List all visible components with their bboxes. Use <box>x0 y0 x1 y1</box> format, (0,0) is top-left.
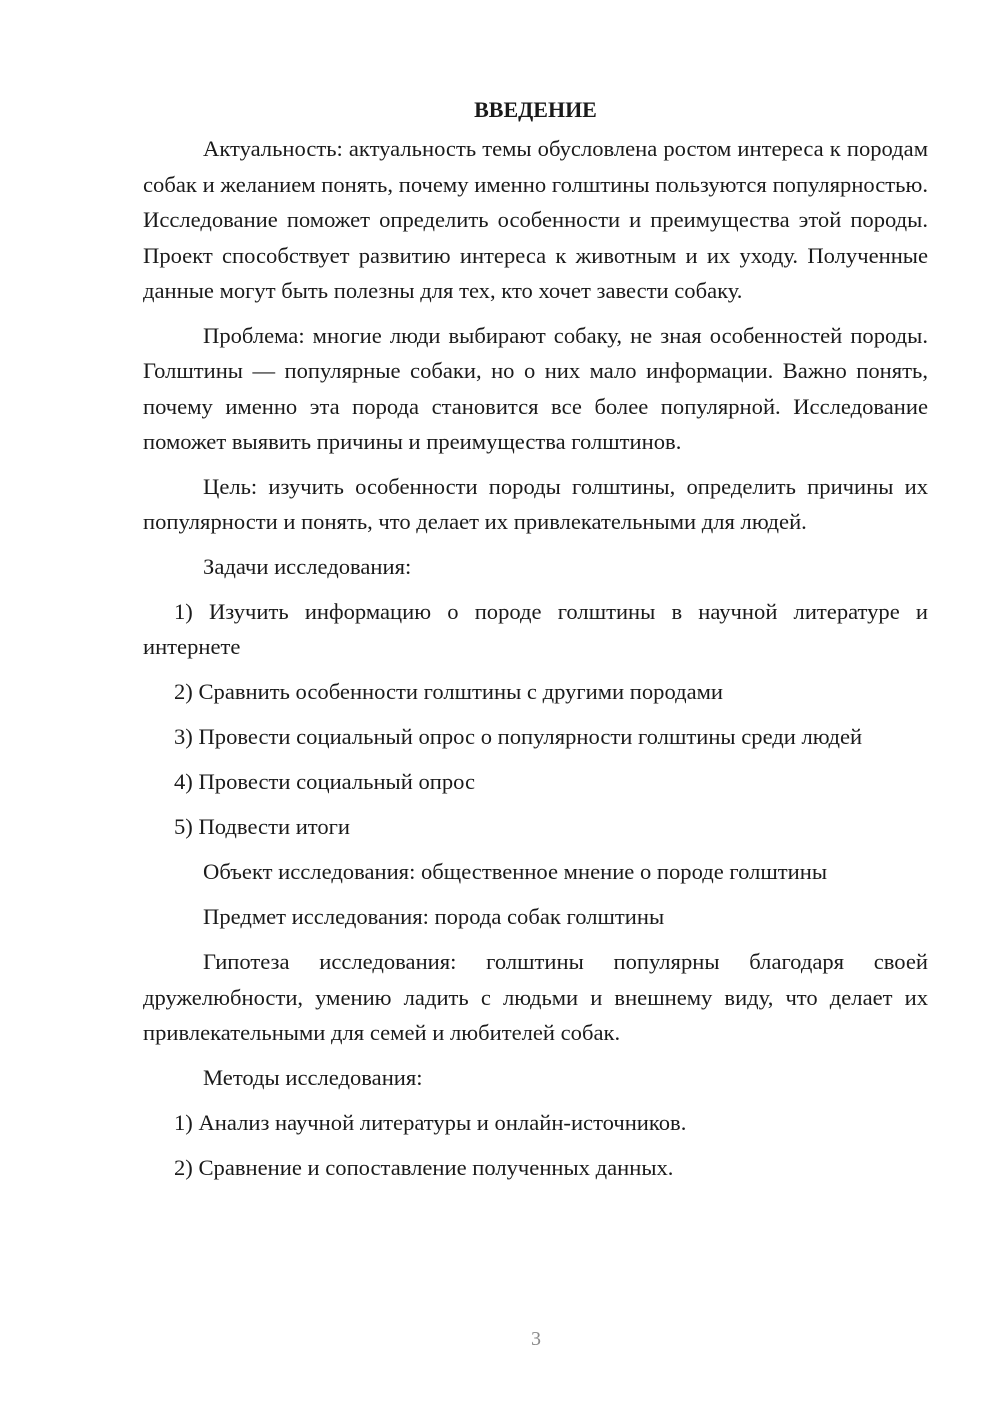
research-object: Объект исследования: общественное мнение о породе голштины <box>203 859 828 884</box>
task-item-3: 3) Провести социальный опрос о популярности голштины среди людей <box>174 724 863 749</box>
page-number: 3 <box>531 1328 541 1350</box>
page-content <box>143 92 928 1195</box>
task-item-1: 1) Изучить информацию о породе голштины в научной литературе и интернете <box>143 598 928 659</box>
method-item-1: 1) Анализ научной литературы и онлайн-источников. <box>174 1109 687 1135</box>
goal-paragraph: Цель: изучить особенности породы голштины, определить причины их популярности и понять, что делает их привлекательными для людей. <box>143 473 928 534</box>
method-item-2: 2) Сравнение и сопоставление полученных данных. <box>174 1154 674 1180</box>
hypothesis-paragraph: Гипотеза исследования: голштины популярны благодаря своей дружелюбности, умению ладить с людьми и внешнему виду, что делает их привлекательными для семей и любителей собак. <box>143 949 928 1045</box>
section-heading: ВВЕДЕНИЕ <box>474 97 597 122</box>
problem-paragraph: Проблема: многие люди выбирают собаку, не зная особенностей породы. Голштины — популярные собаки, но о них мало информации. Важно понять, почему именно эта порода становится все более популярной. Исследование поможет выявить причины и преимущества голштинов. <box>143 322 928 454</box>
methods-title: Методы исследования: <box>203 1064 423 1090</box>
relevance-paragraph: Актуальность: актуальность темы обусловлена ростом интереса к породам собак и желанием понять, почему именно голштины пользуются популярностью. Исследование поможет определить особенности и преимущества этой породы. Проект способствует развитию интереса к животным и их уходу. Полученные данные могут быть полезны для тех, кто хочет завести собаку. <box>143 136 928 303</box>
task-item-2: 2) Сравнить особенности голштины с другими породами <box>174 679 724 704</box>
tasks-title: Задачи исследования: <box>203 553 412 579</box>
task-item-5: 5) Подвести итоги <box>174 814 351 839</box>
research-subject: Предмет исследования: порода собак голштины <box>203 904 665 929</box>
task-item-4: 4) Провести социальный опрос <box>174 769 476 794</box>
